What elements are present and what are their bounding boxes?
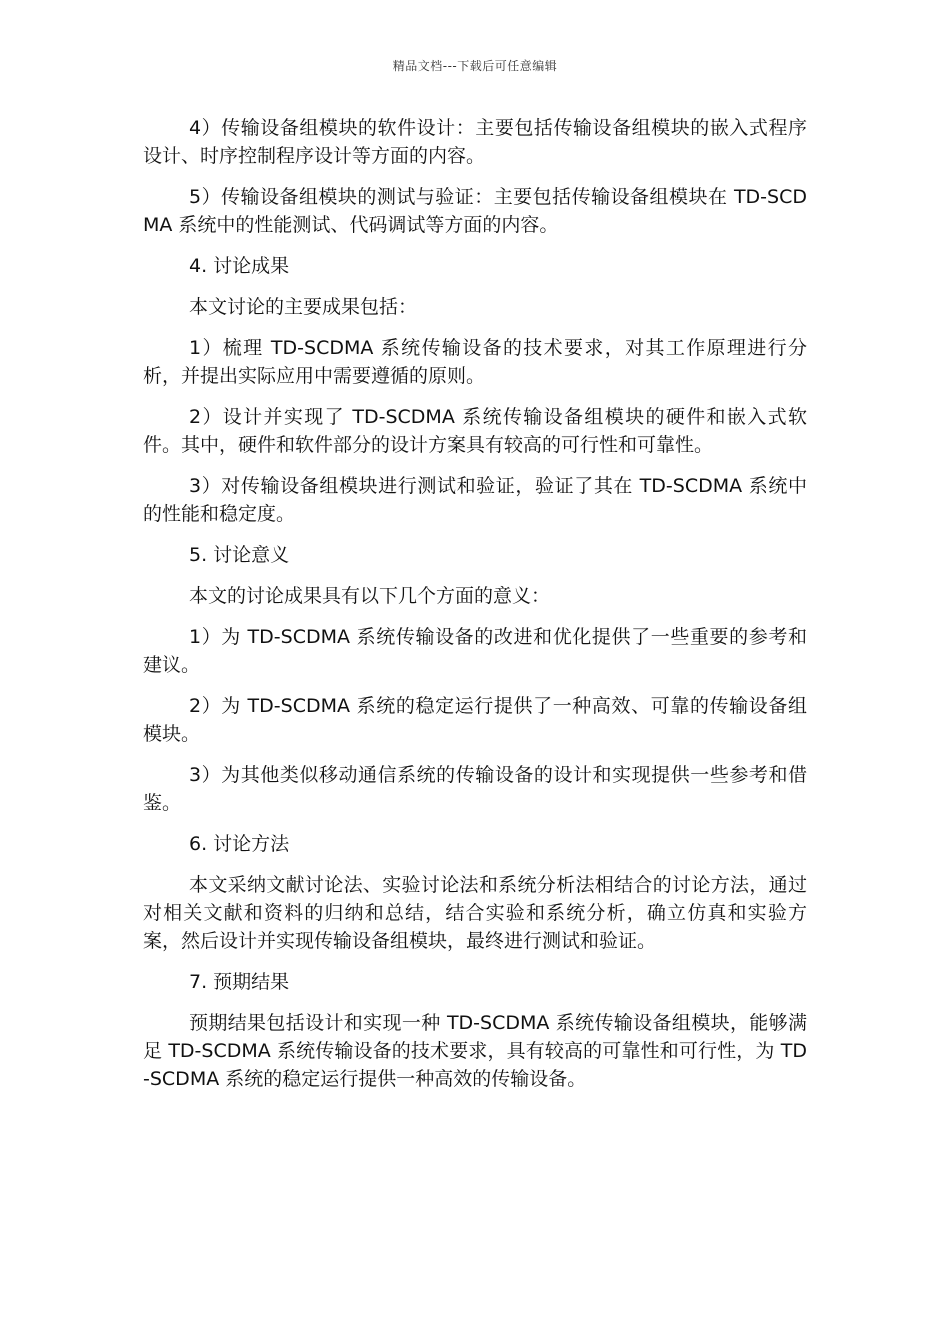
paragraph-testing-verification: 5）传输设备组模块的测试与验证：主要包括传输设备组模块在 TD-SCDMA 系统中的性能测试、代码调试等方面的内容。 <box>143 186 807 236</box>
paragraph-result-2: 2）设计并实现了 TD-SCDMA 系统传输设备组模块的硬件和嵌入式软件。其中，硬件和软件部分的设计方案具有较高的可行性和可靠性。 <box>143 406 807 456</box>
paragraph-expected-results: 预期结果包括设计和实现一种 TD-SCDMA 系统传输设备组模块，能够满足 TD-SCDMA 系统传输设备的技术要求，具有较高的可靠性和可行性，为 TD-SCDMA 系统的稳定运行提供一种高效的传输设备。 <box>143 1012 807 1090</box>
section-heading-significance: 5. 讨论意义 <box>189 544 290 566</box>
paragraph-methods: 本文采纳文献讨论法、实验讨论法和系统分析法相结合的讨论方法，通过对相关文献和资料的归纳和总结，结合实验和系统分析，确立仿真和实验方案，然后设计并实现传输设备组模块，最终进行测试和验证。 <box>143 874 807 952</box>
paragraph-significance-1: 1）为 TD-SCDMA 系统传输设备的改进和优化提供了一些重要的参考和建议。 <box>143 626 807 676</box>
section-heading-results: 4. 讨论成果 <box>189 255 290 277</box>
paragraph-software-design: 4）传输设备组模块的软件设计：主要包括传输设备组模块的嵌入式程序设计、时序控制程序设计等方面的内容。 <box>143 117 807 167</box>
paragraph-significance-2: 2）为 TD-SCDMA 系统的稳定运行提供了一种高效、可靠的传输设备组模块。 <box>143 695 807 745</box>
paragraph-significance-intro: 本文的讨论成果具有以下几个方面的意义： <box>189 585 551 607</box>
paragraph-result-3: 3）对传输设备组模块进行测试和验证，验证了其在 TD-SCDMA 系统中的性能和稳定度。 <box>143 475 807 525</box>
page-header: 精品文档---下载后可任意编辑 <box>392 59 558 73</box>
section-heading-methods: 6. 讨论方法 <box>189 833 290 855</box>
document-body <box>143 114 807 1106</box>
paragraph-results-intro: 本文讨论的主要成果包括： <box>189 296 418 318</box>
paragraph-significance-3: 3）为其他类似移动通信系统的传输设备的设计和实现提供一些参考和借鉴。 <box>143 764 807 814</box>
paragraph-result-1: 1）梳理 TD-SCDMA 系统传输设备的技术要求，对其工作原理进行分析，并提出实际应用中需要遵循的原则。 <box>143 337 807 387</box>
section-heading-expected-results: 7. 预期结果 <box>189 971 290 993</box>
